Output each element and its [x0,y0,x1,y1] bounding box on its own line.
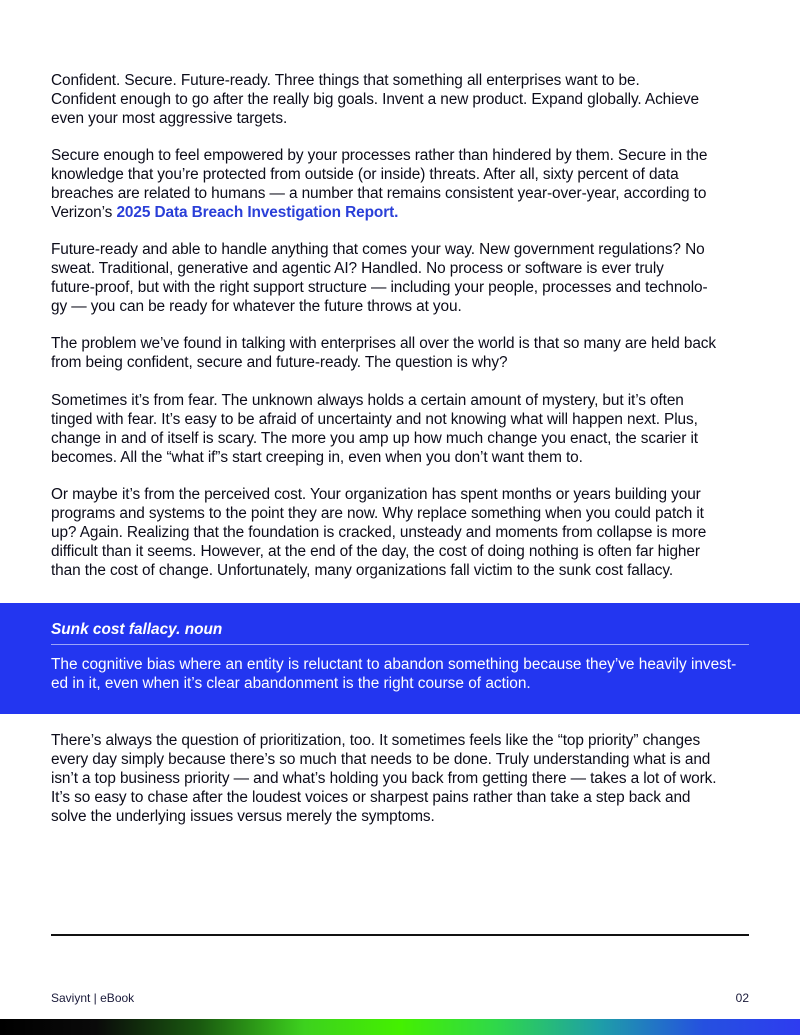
text-line: knowledge that you’re protected from outside (or inside) threats. After all, sixty percent of data [51,166,679,184]
callout-definition [51,656,751,694]
footer-brand: Saviynt | eBook [51,991,135,1005]
text-line: Future-ready and able to handle anything that comes your way. New government regulations? No [51,241,705,259]
text-line: becomes. All the “what if”s start creeping in, even when you don’t want them to. [51,448,583,466]
text-line: gy — you can be ready for whatever the future throws at you. [51,298,462,316]
text-line: even your most aggressive targets. [51,109,288,127]
text-line: Confident enough to go after the really big goals. Invent a new product. Expand globally. Achieve [51,90,699,108]
page-number: 02 [735,991,749,1005]
text-line: future-proof, but with the right support structure — including your people, processes and technolo- [51,279,708,297]
paragraph-secure [51,147,751,223]
report-link[interactable]: 2025 Data Breach Investigation Report [116,203,395,221]
text-line: The problem we’ve found in talking with enterprises all over the world is that so many are held back [51,335,716,353]
text-line: There’s always the question of prioritization, too. It sometimes feels like the “top priority” changes [51,732,701,749]
text-line: Confident. Secure. Future-ready. Three things that something all enterprises want to be. [51,72,640,89]
text-line: difficult than it seems. However, at the end of the day, the cost of doing nothing is often far higher [51,542,700,560]
paragraph-future-ready [51,241,751,317]
closing-content [51,732,751,845]
paragraph-cost [51,486,751,581]
paragraph-intro [51,72,751,129]
text-line: solve the underlying issues versus merely the symptoms. [51,807,435,825]
text-fragment: Verizon’s [51,203,117,221]
text-line: breaches are related to humans — a number that remains consistent year-over-year, according to [51,185,707,203]
text-line: every day simply because there’s so much that needs to be done. Truly understanding what is and [51,750,711,768]
definition-callout [0,603,800,714]
text-line: change in and of itself is scary. The more you amp up how much change you enact, the scarier it [51,429,698,447]
brand-gradient-bar [0,1019,800,1035]
text-line [51,204,751,223]
text-line: Or maybe it’s from the perceived cost. Your organization has spent months or years building your [51,485,701,503]
text-line: up? Again. Realizing that the foundation is cracked, unsteady and moments from collapse is more [51,523,707,541]
text-line: The cognitive bias where an entity is reluctant to abandon something because they’ve heavily invest- [51,656,737,673]
footer-divider [51,934,749,936]
text-line: tinged with fear. It’s easy to be afraid of uncertainty and not knowing what will happen next. Plus, [51,410,698,428]
paragraph-prioritization [51,732,751,827]
text-line: sweat. Traditional, generative and agentic AI? Handled. No process or software is ever truly [51,260,664,278]
paragraph-fear [51,392,751,468]
callout-term: Sunk cost fallacy. noun [51,621,223,638]
text-fragment: . [394,203,399,221]
text-line: Secure enough to feel empowered by your processes rather than hindered by them. Secure in the [51,147,708,165]
text-line: Sometimes it’s from fear. The unknown always holds a certain amount of mystery, but it’s often [51,391,684,409]
callout-divider [51,644,749,645]
text-line: isn’t a top business priority — and what’s holding you back from getting there — takes a lot of work. [51,769,717,787]
paragraph-problem [51,335,751,373]
text-line: It’s so easy to chase after the loudest voices or sharpest pains rather than take a step back and [51,788,691,806]
text-line: ed in it, even when it’s clear abandonment is the right course of action. [51,674,531,692]
text-line: than the cost of change. Unfortunately, many organizations fall victim to the sunk cost fallacy. [51,561,674,579]
text-line: from being confident, secure and future-ready. The question is why? [51,354,508,372]
body-content [51,72,751,599]
text-line: programs and systems to the point they are now. Why replace something when you could patch it [51,504,704,522]
